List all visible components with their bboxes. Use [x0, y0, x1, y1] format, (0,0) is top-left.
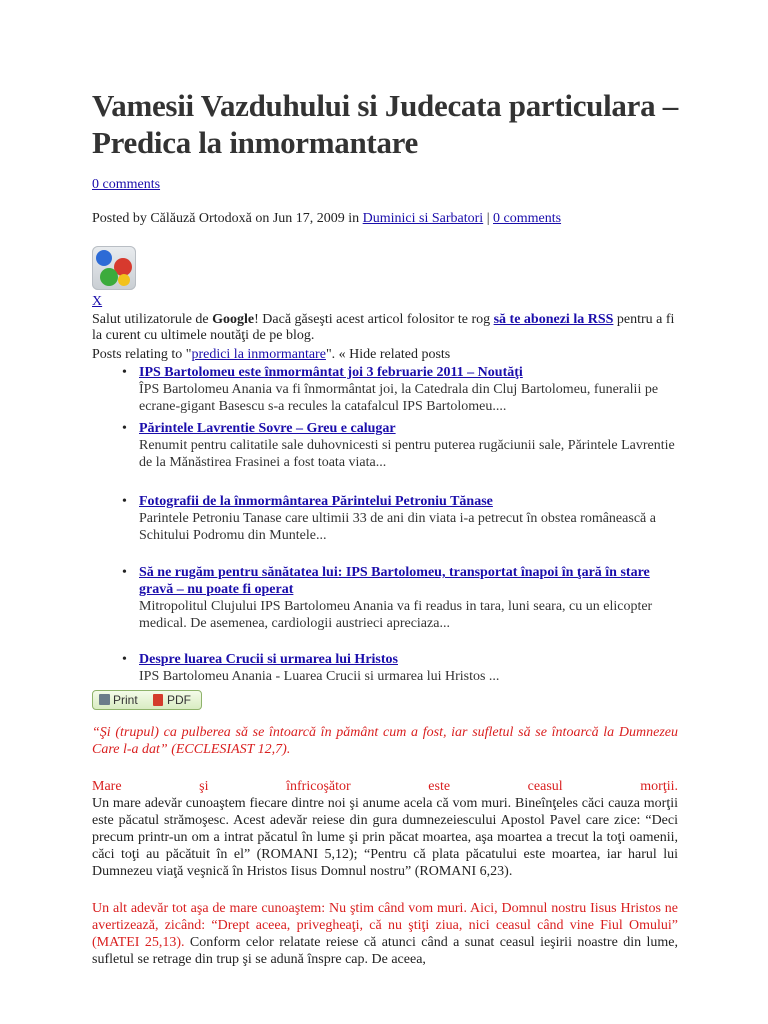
article-paragraph [92, 900, 678, 968]
related-post-excerpt: Renumit pentru calitatile sale duhovnicesti si pentru puterea rugăciunii sale, Părintele Lavrentie de la Mănăstirea Frasinei a fost toata viata... [139, 438, 675, 470]
list-item [139, 364, 678, 415]
author-name: Călăuză Ortodoxă [150, 211, 252, 226]
paragraph-text: Un mare adevăr cunoaştem fiecare dintre noi şi anume acela că vom muri. Bineînţeles căci cauza morţii este păcatul strămoşesc. Acest adevăr reiese din gura dumnezeiescului Apostol Pavel care zice: “Deci precum printr-un om a intrat păcatul în lume şi prin păcat moartea, aşa moartea a trecut la toţi oamenii, căci toţi au păcătuit în el” (ROMANI 5,12); “Pentru că plata păcatului este moartea, iar harul lui Dumnezeu viaţă veşnică în Hristos Iisus Domnul nostru” (ROMANI 6,23). [92, 796, 678, 879]
post-title: Vamesii Vazduhului si Judecata particulara – Predica la inmormantare [92, 88, 678, 160]
welcome-suffix: pentru a fi la curent cu ultimele noutăţi de pe blog. [92, 312, 675, 343]
printer-icon [99, 694, 110, 705]
google-logo-icon [92, 246, 136, 290]
comments-link-meta[interactable]: 0 comments [493, 211, 562, 226]
related-post-excerpt: Mitropolitul Clujului IPS Bartolomeu Anania va fi readus in tara, luni seara, cu un elicopter medical. De asemenea, cardiologii austrieci apreciaza... [139, 599, 653, 631]
related-post-link[interactable]: Despre luarea Crucii si urmarea lui Hristos [139, 652, 398, 667]
print-label: Print [113, 693, 138, 707]
related-post-excerpt: Parintele Petroniu Tanase care ultimii 33 de ani din viata i-a petrecut în obstea românească a Schitului Podromu din Muntele... [139, 511, 656, 543]
related-tag-link[interactable]: predici la inmormantare [191, 347, 326, 362]
meta-separator: | [483, 211, 494, 226]
google-welcome-message [92, 312, 678, 344]
paragraph-text: Conform celor relatate reiese că atunci când a sunat ceasul ieşirii noastre din lume, sufletul se retrage din trup şi se adună înspre cap. De aceea, [92, 935, 678, 967]
widget-close [92, 294, 102, 310]
welcome-prefix: Salut utilizatorule de [92, 312, 213, 327]
article-paragraph [92, 778, 678, 880]
posted-date: on Jun 17, 2009 in [251, 211, 363, 226]
related-prefix: Posts relating to " [92, 347, 192, 362]
related-posts-header [92, 347, 450, 363]
comments-link[interactable]: 0 comments [92, 177, 161, 192]
rss-subscribe-link[interactable]: să te abonezi la RSS [493, 312, 614, 327]
related-post-excerpt: ÎPS Bartolomeu Anania va fi înmormântat joi, la Catedrala din Cluj Bartolomeu, funeralii pe ecrane-gigant Basescu s-a recules la catafalcul IPS Bartolomeu.... [139, 382, 659, 414]
category-link[interactable]: Duminici si Sarbatori [362, 211, 484, 226]
related-post-link[interactable]: Să ne rugăm pentru sănătatea lui: IPS Bartolomeu, transportat înapoi în ţară în stare gravă – nu poate fi operat [139, 565, 650, 597]
paragraph-highlight: Un alt adevăr tot aşa de mare cunoaştem: Nu ştim când vom muri. Aici, Domnul nostru Iisus Hristos ne avertizează, zicând: “Drept aceea, privegheaţi, că nu ştiţi ziua, nici ceasul când vine Fiul Omului” (MATEI 25,13). [92, 901, 678, 950]
close-button[interactable]: X [92, 294, 103, 309]
list-item [139, 564, 678, 632]
article-body [92, 724, 678, 968]
print-pdf-button[interactable] [92, 690, 202, 710]
related-post-link[interactable]: IPS Bartolomeu este înmormântat joi 3 februarie 2011 – Noutăţi [139, 365, 523, 380]
list-item [139, 420, 678, 471]
hide-related-posts[interactable]: ". « Hide related posts [325, 347, 451, 362]
paragraph-heading: Mare şi înfricoşător este ceasul morţii. [92, 779, 678, 794]
related-post-link[interactable]: Fotografii de la înmormântarea Părintelui Petroniu Tănase [139, 494, 493, 509]
comments-count-top [92, 177, 160, 193]
related-post-excerpt: IPS Bartolomeu Anania - Luarea Crucii si urmarea lui Hristos ... [139, 669, 500, 684]
pdf-icon [153, 694, 163, 706]
list-item [139, 651, 678, 685]
welcome-google: Google [212, 312, 255, 327]
related-post-link[interactable]: Părintele Lavrentie Sovre – Greu e calugar [139, 421, 396, 436]
related-posts-list [92, 364, 678, 685]
posted-by-label: Posted by [92, 211, 151, 226]
list-item [139, 493, 678, 544]
welcome-mid: ! Dacă găseşti acest articol folositor te rog [254, 312, 494, 327]
pdf-label: PDF [167, 693, 191, 707]
scripture-quote: “Şi (trupul) ca pulberea să se întoarcă în pământ cum a fost, iar sufletul să se întoarcă la Dumnezeu Care l-a dat” (ECCLESIAST 12,7). [92, 725, 678, 757]
post-meta [92, 211, 561, 227]
